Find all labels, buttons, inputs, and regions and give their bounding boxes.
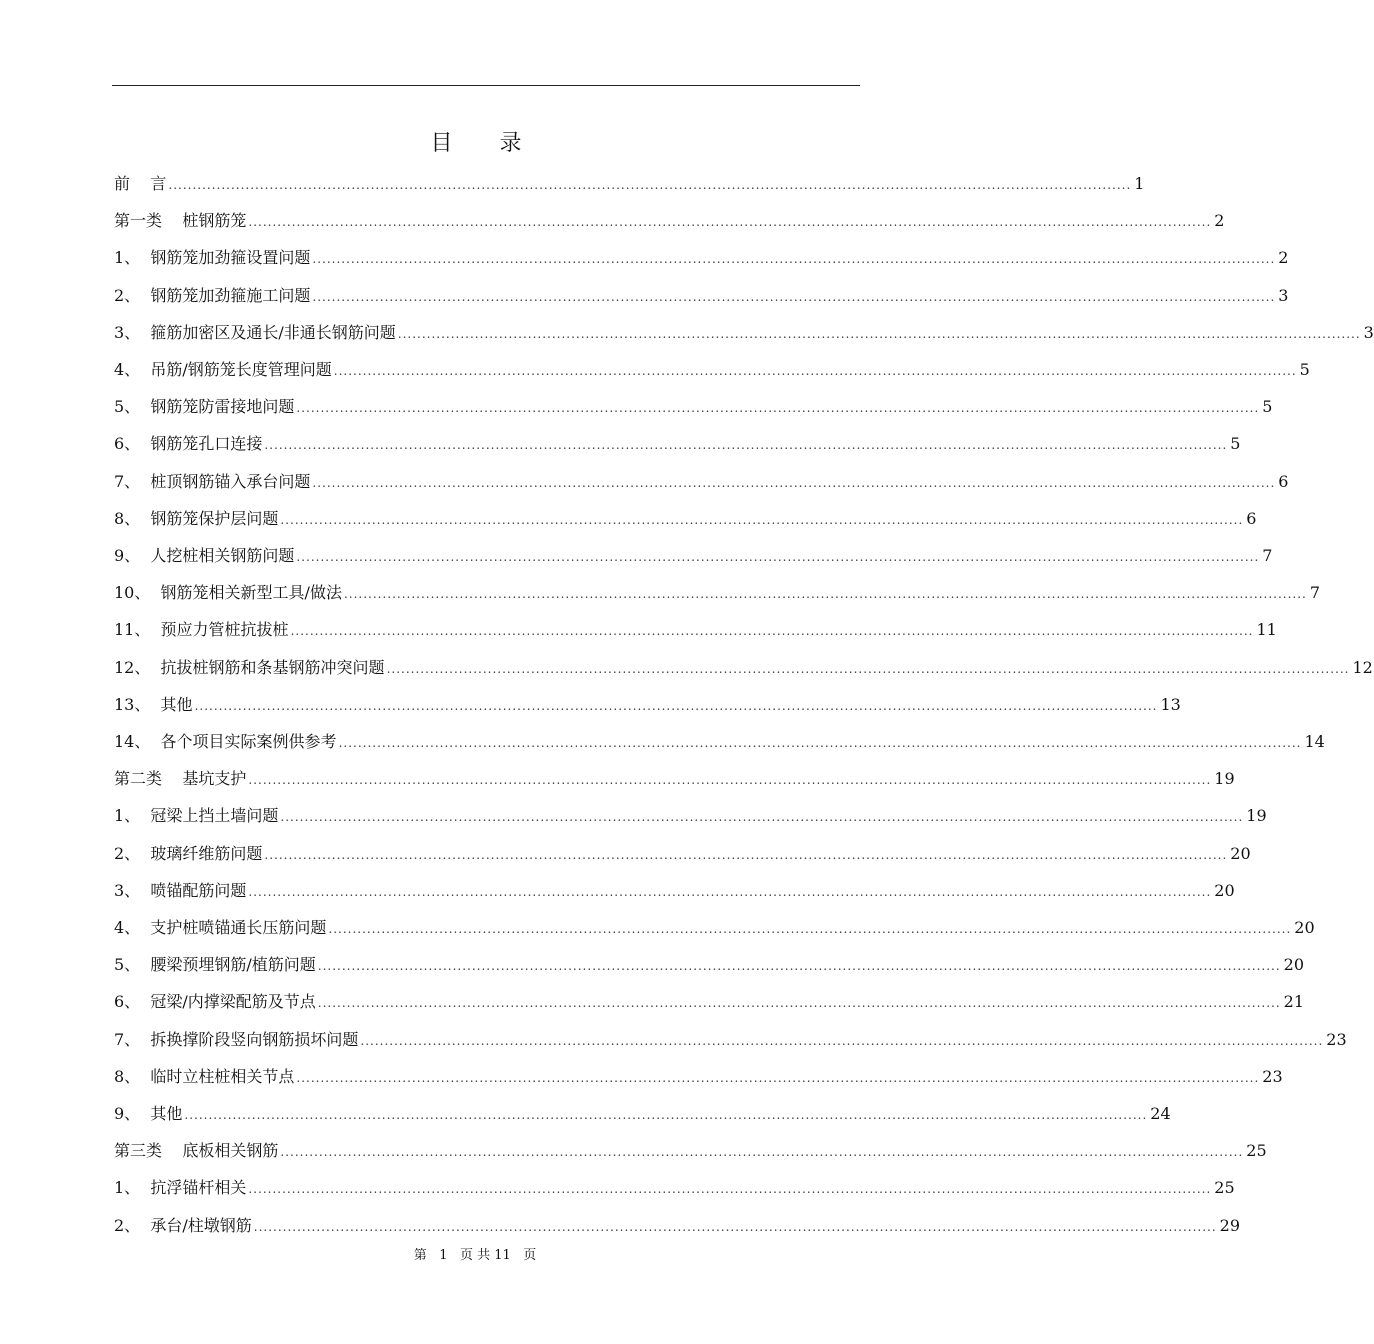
toc-entry-number: 6、 bbox=[114, 434, 151, 454]
toc-entry[interactable] bbox=[114, 656, 1373, 680]
toc-dot-leader: ........................................................................................................................................................................................................ bbox=[397, 326, 1361, 341]
toc-dot-leader: ........................................................................................................................................................................................................ bbox=[317, 996, 1281, 1011]
toc-entry-page: 29 bbox=[1219, 1215, 1241, 1235]
toc-entry-page: 20 bbox=[1230, 843, 1251, 863]
toc-entry-title: 钢筋笼加劲箍设置问题 bbox=[150, 248, 311, 268]
toc-dot-leader: ........................................................................................................................................................................................................ bbox=[280, 810, 1244, 825]
toc-entry-number: 5、 bbox=[114, 955, 151, 975]
toc-entry-page: 11 bbox=[1256, 620, 1277, 640]
toc-entry-number: 7、 bbox=[114, 471, 151, 491]
toc-entry-number: 7、 bbox=[114, 1029, 151, 1049]
toc-entry-title: 各个项目实际案例供参考 bbox=[160, 732, 337, 751]
toc-entry-page: 6 bbox=[1246, 508, 1257, 528]
toc-entry-title: 冠梁上挡土墙问题 bbox=[150, 806, 279, 826]
footer-suffix: 页 bbox=[523, 1248, 537, 1263]
toc-entry[interactable] bbox=[114, 1214, 1241, 1238]
toc-entry-title: 其他 bbox=[160, 694, 193, 714]
toc-dot-leader: ........................................................................................................................................................................................................ bbox=[296, 401, 1260, 416]
toc-entry-title: 钢筋笼加劲箍施工问题 bbox=[150, 285, 311, 305]
toc-entry-page: 20 bbox=[1214, 880, 1235, 900]
toc-entry[interactable] bbox=[114, 1176, 1235, 1200]
toc-entry-title: 玻璃纤维筋问题 bbox=[150, 843, 263, 863]
toc-entry-number: 1、 bbox=[114, 806, 151, 826]
toc-entry-number: 第二类 bbox=[114, 769, 183, 789]
toc-entry-number: 9、 bbox=[114, 546, 151, 565]
toc-entry[interactable] bbox=[114, 395, 1273, 419]
toc-entry[interactable] bbox=[114, 209, 1225, 233]
toc-entry-number: 第一类 bbox=[114, 211, 183, 231]
toc-dot-leader: ........................................................................................................................................................................................................ bbox=[264, 438, 1228, 453]
toc-entry[interactable] bbox=[114, 618, 1277, 642]
toc-dot-leader: ........................................................................................................................................................................................................ bbox=[328, 922, 1292, 936]
toc-entry-title: 其他 bbox=[150, 1104, 183, 1123]
toc-entry[interactable] bbox=[114, 1139, 1267, 1163]
toc-entry-title: 桩顶钢筋锚入承台问题 bbox=[150, 471, 311, 491]
toc-dot-leader: ........................................................................................................................................................................................................ bbox=[248, 1182, 1212, 1197]
toc-entry-page: 14 bbox=[1304, 732, 1325, 751]
toc-entry[interactable] bbox=[114, 321, 1374, 345]
toc-entry-number: 3、 bbox=[114, 322, 151, 342]
toc-dot-leader: ........................................................................................................................................................................................................ bbox=[333, 364, 1297, 378]
toc-entry-page: 5 bbox=[1230, 434, 1241, 454]
toc-entry-number: 2、 bbox=[114, 1215, 151, 1235]
toc-entry-title: 喷锚配筋问题 bbox=[150, 880, 247, 900]
toc-entry-page: 19 bbox=[1246, 806, 1267, 826]
toc-dot-leader: ........................................................................................................................................................................................................ bbox=[248, 215, 1212, 230]
toc-entry-page: 21 bbox=[1283, 992, 1305, 1012]
toc-dot-leader: ........................................................................................................................................................................................................ bbox=[280, 1145, 1244, 1160]
toc-entry-title: 支护桩喷锚通长压筋问题 bbox=[150, 918, 327, 937]
toc-entry-title: 言 bbox=[150, 174, 167, 193]
toc-entry[interactable] bbox=[114, 767, 1235, 791]
toc-entry[interactable] bbox=[114, 953, 1305, 977]
toc-entry-number: 9、 bbox=[114, 1104, 151, 1123]
toc-entry[interactable] bbox=[114, 842, 1251, 866]
toc-entry[interactable] bbox=[114, 1102, 1171, 1126]
toc-title: 目 录 bbox=[430, 131, 542, 156]
toc-entry-page: 2 bbox=[1278, 248, 1289, 268]
toc-entry[interactable] bbox=[114, 284, 1289, 308]
toc-entry[interactable] bbox=[114, 432, 1241, 456]
toc-entry[interactable] bbox=[114, 916, 1315, 940]
toc-entry[interactable] bbox=[114, 990, 1305, 1014]
toc-dot-leader: ........................................................................................................................................................................................................ bbox=[253, 1219, 1217, 1234]
toc-dot-leader: ........................................................................................................................................................................................................ bbox=[312, 252, 1276, 267]
toc-entry-number: 1、 bbox=[114, 1178, 151, 1198]
toc-dot-leader: ........................................................................................................................................................................................................ bbox=[360, 1033, 1324, 1048]
toc-entry-number: 1、 bbox=[114, 248, 151, 268]
toc-dot-leader: ........................................................................................................................................................................................................ bbox=[264, 847, 1228, 862]
toc-entry-title: 抗拔桩钢筋和条基钢筋冲突问题 bbox=[160, 657, 385, 677]
toc-entry-title: 临时立柱桩相关节点 bbox=[150, 1066, 295, 1086]
toc-entry-title: 人挖桩相关钢筋问题 bbox=[150, 546, 295, 565]
toc-entry[interactable] bbox=[114, 172, 1145, 196]
toc-entry[interactable] bbox=[114, 730, 1325, 754]
toc-entry-number: 4、 bbox=[114, 918, 151, 937]
toc-entry[interactable] bbox=[114, 507, 1257, 531]
toc-entry-number: 第三类 bbox=[114, 1141, 183, 1161]
toc-entry-title: 钢筋笼防雷接地问题 bbox=[150, 397, 295, 417]
toc-entry-page: 5 bbox=[1262, 397, 1273, 417]
toc-entry[interactable] bbox=[114, 1028, 1347, 1052]
toc-entry[interactable] bbox=[114, 1065, 1283, 1089]
toc-entry-title: 钢筋笼保护层问题 bbox=[150, 508, 279, 528]
toc-entry[interactable] bbox=[114, 470, 1289, 494]
toc-entry-page: 20 bbox=[1294, 918, 1315, 937]
toc-entry[interactable] bbox=[114, 804, 1267, 828]
toc-entry-page: 23 bbox=[1262, 1066, 1283, 1086]
toc-dot-leader: ........................................................................................................................................................................................................ bbox=[194, 698, 1158, 713]
toc-entry-page: 25 bbox=[1214, 1178, 1235, 1198]
toc-entry-title: 桩钢筋笼 bbox=[182, 211, 247, 231]
toc-entry-page: 3 bbox=[1278, 285, 1289, 305]
toc-entry-number: 13、 bbox=[114, 694, 161, 714]
toc-entry-title: 冠梁/内撑梁配筋及节点 bbox=[150, 992, 316, 1012]
toc-entry-number: 6、 bbox=[114, 992, 151, 1012]
toc-entry[interactable] bbox=[114, 879, 1235, 903]
toc-entry-page: 20 bbox=[1283, 955, 1305, 975]
toc-entry-page: 6 bbox=[1278, 471, 1289, 491]
toc-entry-number: 2、 bbox=[114, 843, 151, 863]
toc-entry[interactable] bbox=[114, 246, 1289, 270]
toc-dot-leader: ........................................................................................................................................................................................................ bbox=[338, 736, 1302, 750]
footer-total-pages: 11 bbox=[494, 1248, 511, 1263]
toc-entry-number: 3、 bbox=[114, 880, 151, 900]
toc-entry-number: 2、 bbox=[114, 285, 151, 305]
toc-entry-title: 基坑支护 bbox=[182, 769, 247, 789]
toc-entry-title: 预应力管桩抗拔桩 bbox=[160, 620, 289, 640]
toc-entry-number: 12、 bbox=[114, 657, 161, 677]
toc-entry-title: 拆换撑阶段竖向钢筋损坏问题 bbox=[150, 1029, 359, 1049]
toc-entry-page: 3 bbox=[1363, 322, 1374, 342]
toc-entry-title: 钢筋笼相关新型工具/做法 bbox=[160, 583, 342, 603]
toc-entry-page: 12 bbox=[1352, 657, 1373, 677]
toc-entry-number: 11、 bbox=[114, 620, 161, 640]
toc-dot-leader: ........................................................................................................................................................................................................ bbox=[343, 587, 1307, 602]
toc-entry-number: 8、 bbox=[114, 508, 151, 528]
toc-entry-page: 7 bbox=[1262, 546, 1273, 565]
toc-dot-leader: ........................................................................................................................................................................................................ bbox=[317, 959, 1281, 974]
header-rule bbox=[112, 85, 860, 86]
toc-dot-leader: ........................................................................................................................................................................................................ bbox=[386, 661, 1350, 676]
toc-entry-title: 承台/柱墩钢筋 bbox=[150, 1215, 252, 1235]
toc-entry-number: 14、 bbox=[114, 732, 161, 751]
toc-dot-leader: ........................................................................................................................................................................................................ bbox=[184, 1108, 1148, 1122]
toc-entry[interactable] bbox=[114, 693, 1181, 717]
toc-entry-title: 吊筋/钢筋笼长度管理问题 bbox=[150, 360, 332, 379]
toc-entry-page: 24 bbox=[1150, 1104, 1171, 1123]
toc-entry-number: 8、 bbox=[114, 1066, 151, 1086]
footer-prefix: 第 bbox=[413, 1248, 427, 1263]
toc-entry-title: 腰梁预埋钢筋/植筋问题 bbox=[150, 955, 316, 975]
toc-dot-leader: ........................................................................................................................................................................................................ bbox=[296, 550, 1260, 564]
toc-entry-page: 2 bbox=[1214, 211, 1225, 231]
toc-dot-leader: ........................................................................................................................................................................................................ bbox=[248, 884, 1212, 899]
toc-entry[interactable] bbox=[114, 358, 1310, 382]
toc-entry-page: 19 bbox=[1214, 769, 1235, 789]
toc-entry-page: 7 bbox=[1309, 583, 1321, 603]
toc-entry-page: 25 bbox=[1246, 1141, 1267, 1161]
toc-entry-number: 4、 bbox=[114, 360, 151, 379]
toc-dot-leader: ........................................................................................................................................................................................................ bbox=[296, 1070, 1260, 1085]
toc-entry[interactable] bbox=[114, 581, 1321, 605]
toc-entry-page: 13 bbox=[1160, 694, 1181, 714]
toc-dot-leader: ........................................................................................................................................................................................................ bbox=[312, 475, 1276, 490]
toc-entry[interactable] bbox=[114, 544, 1273, 568]
toc-entry-title: 抗浮锚杆相关 bbox=[150, 1178, 247, 1198]
toc-entry-title: 钢筋笼孔口连接 bbox=[150, 434, 263, 454]
toc-dot-leader: ........................................................................................................................................................................................................ bbox=[248, 773, 1212, 788]
toc-dot-leader: ........................................................................................................................................................................................................ bbox=[280, 512, 1244, 527]
toc-entry-number: 5、 bbox=[114, 397, 151, 417]
toc-entry-title: 底板相关钢筋 bbox=[182, 1141, 279, 1161]
toc-entry-page: 1 bbox=[1134, 174, 1145, 193]
toc-dot-leader: ........................................................................................................................................................................................................ bbox=[168, 178, 1132, 192]
footer-mid: 页 共 bbox=[459, 1248, 491, 1263]
toc-dot-leader: ........................................................................................................................................................................................................ bbox=[312, 289, 1276, 304]
toc-entry-page: 5 bbox=[1299, 360, 1310, 379]
toc-entry-page: 23 bbox=[1326, 1029, 1347, 1049]
toc-entry-number: 前 bbox=[114, 174, 151, 193]
footer-current-page: 1 bbox=[439, 1248, 448, 1263]
toc-entry-number: 10、 bbox=[114, 583, 161, 603]
toc-entry-title: 箍筋加密区及通长/非通长钢筋问题 bbox=[150, 322, 396, 342]
page-footer bbox=[0, 1244, 950, 1263]
toc-dot-leader: ........................................................................................................................................................................................................ bbox=[290, 624, 1254, 639]
